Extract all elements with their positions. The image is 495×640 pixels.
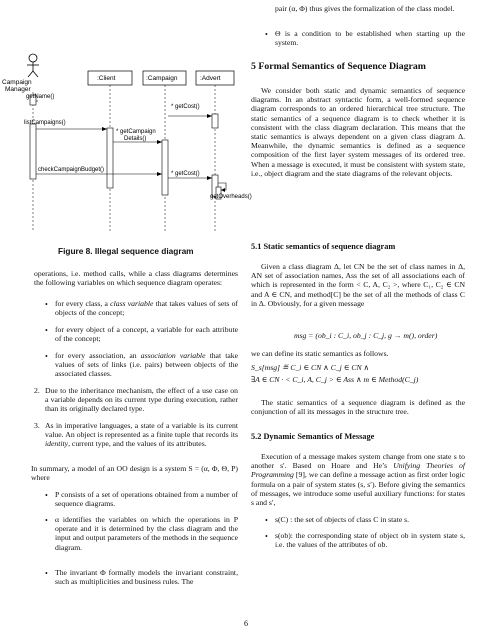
msg-listcampaigns-label: listCampaigns() (24, 120, 66, 126)
summary-paragraph: In summary, a model of an OO design is a system S = (α, Φ, Θ, P) where (31, 464, 238, 483)
summary-bullet-alpha: α identifies the variables on which the operations in P operate and it is determined by the class diagram and the input and output parameters of the methods in the sequence diagram. (55, 515, 238, 552)
sequence-diagram-figure (0, 0, 252, 245)
section-5-1-paragraph-1: Given a class diagram Δ, let CN be the set of class names in Δ, AN set of association names, Ass the set of all associations each of which is represented in the form < C, A, C₂ >, where C₁, C₂ ∈ CN and A ∈ CN, and method[C] be the set of all the methods of class C in Δ. Obviously, for a given message (251, 262, 465, 308)
activation-client-1 (107, 128, 113, 188)
lifeline-label-advert: :Advert (200, 75, 221, 82)
section-5-paragraph: We consider both static and dynamic semantics of sequence diagrams. In an abstract syntactic form, a well-formed sequence diagram corresponds to an ordered hierarchical tree structure. The static semantics of a sequence diagram is to check whether it is consistent with the class diagram declaration. This means that the static semantics is always dependent on a given class diagram Δ. Meanwhile, the dynamic semantics is defined as a sequence composition of the first layer system messages of its ordered tree. When a message is executed, it must be consistent with system state, i.e., object diagram and the state diagrams of the relevant objects. (251, 86, 465, 178)
static-semantics-line-2: ∃A ∈ CN · < C_i, A, C_j > ∈ Ass ∧ m ∈ Method(C_j) (251, 375, 419, 384)
message-formula: msg = (ob_i : C_i, ob_j : C_j, g → m(), order) (294, 331, 438, 340)
msg-getoverheads-label: getOverheads() (210, 194, 252, 200)
page-number: 6 (244, 619, 248, 628)
section-5-1-paragraph-2: we can define its static semantics as follows. (251, 349, 389, 358)
actor-label-line1: Campaign (2, 79, 32, 86)
section-5-1-title: 5.1 Static semantics of sequence diagram (251, 242, 396, 251)
actor-label-line2: Manager (5, 86, 31, 93)
msg-checkbudget-label: checkCampaignBudget() (38, 167, 105, 173)
summary-bullet-p: P consists of a set of operations obtained from a number of sequence diagrams. (55, 490, 238, 509)
right-top-continuation: pair (α, Φ) thus gives the formalization of the class model. (275, 4, 455, 13)
item-3-number: 3. (34, 421, 40, 430)
bullet-object-attribute: for every object of a concept, a variable for each attribute of the concept; (55, 325, 238, 344)
section-5-2-title: 5.2 Dynamic Semantics of Message (251, 432, 375, 441)
aux-bullet-object-state: s(ob): the corresponding state of object ob in system state s, i.e. the values of the attributes of ob. (275, 531, 465, 550)
item-2-number: 2. (34, 386, 40, 395)
msg-getcampaigndetails-label-2: Details() (124, 136, 147, 142)
activation-actor-2 (30, 124, 36, 179)
msg-getcampaigndetails-label-1: * getCampaign (116, 129, 156, 135)
msg-getcost1-label: * getCost() (171, 104, 200, 110)
theta-bullet: Θ is a condition to be established when starting up the system. (275, 29, 465, 48)
activation-campaign-1 (162, 140, 168, 195)
static-semantics-line-1: S_s[msg] ≝ C_i ∈ CN ∧ C_j ∈ CN ∧ (251, 363, 370, 372)
activation-advert-1 (212, 114, 218, 128)
msg-getname-label: getName() (26, 94, 55, 100)
section-5-2-paragraph: Execution of a message makes system change from one state s to another s′. Based on Hoare and He’s Unifying Theories of Programming [9], we can define a message action as first order logic formula on a pair of system states (s, s′). Before giving the semantics of messages, we introduce some useful auxiliary functions: for states s and s′, (251, 452, 466, 508)
summary-bullet-phi: The invariant Φ formally models the invariant constraint, such as multiplicities and business rules. The (55, 568, 238, 587)
msg-getcost2-label: * getCost() (171, 171, 200, 177)
section-5-1-paragraph-3: The static semantics of a sequence diagram is defined as the conjunction of all its messages in the structure tree. (251, 398, 465, 417)
section-5-title: 5 Formal Semantics of Sequence Diagram (251, 61, 426, 72)
aux-bullet-class-objects: s(C) : the set of objects of class C in state s. (275, 515, 410, 524)
bullet-association-variable: for every association, an association variable that take values of sets of links (i.e. pairs) between objects of the associated classes. (55, 351, 238, 379)
item-2-text: Due to the inheritance mechanism, the effect of a use case on a variable depends on its current type during execution, rather than its originally declared type. (45, 386, 238, 414)
bullet-class-variable: for every class, a class variable that takes values of sets of objects of the concept; (55, 299, 238, 318)
left-continuation-paragraph: operations, i.e. method calls, while a class diagrams determines the following variables on which sequence diagram operates: (34, 269, 238, 288)
actor-icon (27, 54, 39, 77)
figure-caption: Figure 8. Illegal sequence diagram (58, 246, 194, 256)
lifeline-label-client: :Client (97, 75, 116, 82)
item-3-text: As in imperative languages, a state of a variable is its current value. An object is represented as a finite tuple that records its identity, current type, and the values of its attributes. (45, 421, 238, 449)
lifeline-label-campaign: :Campaign (146, 75, 178, 82)
